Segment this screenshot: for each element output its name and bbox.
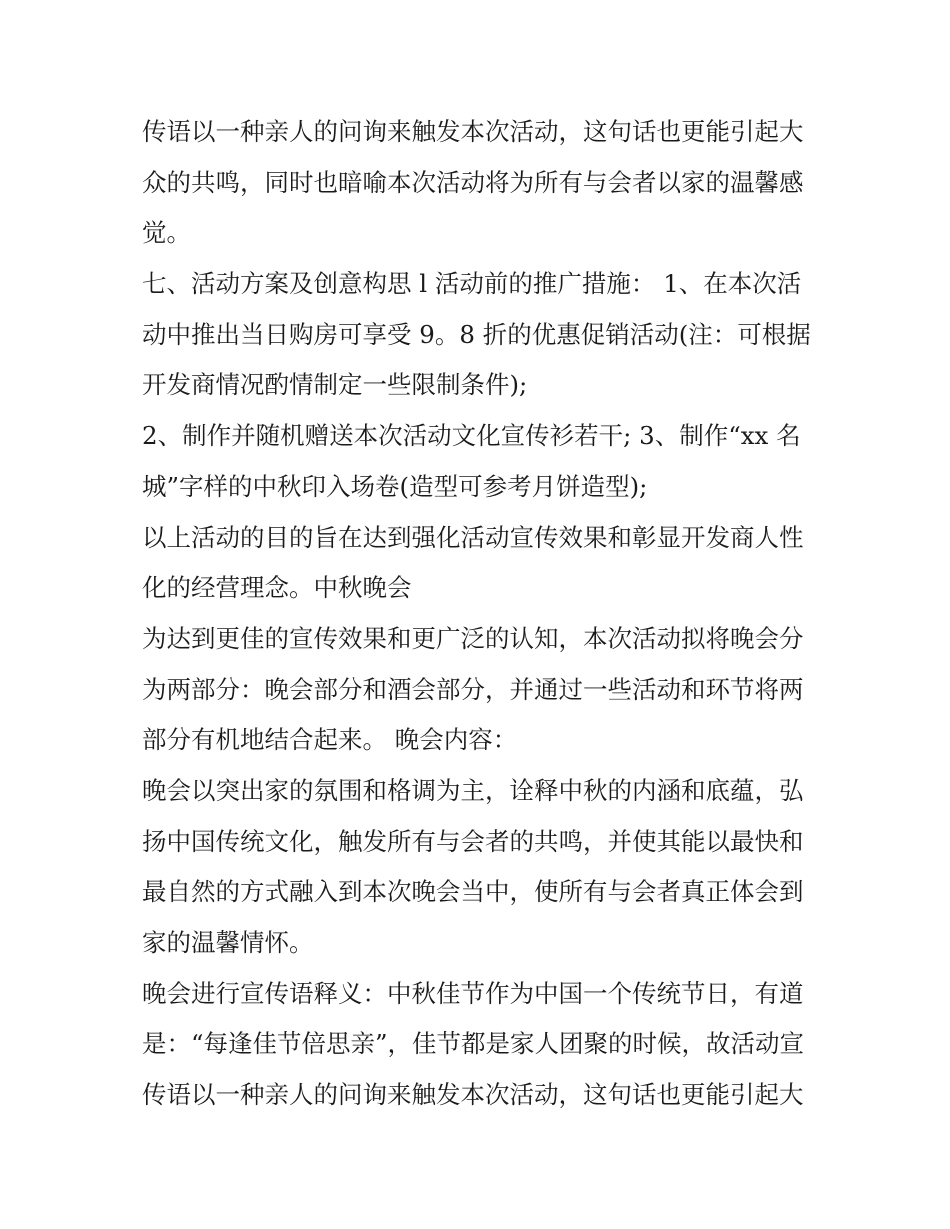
text-line: 动中推出当日购房可享受 9。8 折的优惠促销活动(注：可根据 xyxy=(142,319,811,349)
paragraph-continuation xyxy=(142,107,822,259)
text-line: 晚会进行宣传语释义：中秋佳节作为中国一个传统节日，有道 xyxy=(142,978,804,1008)
text-line: 为两部分：晚会部分和酒会部分，并通过一些活动和环节将两 xyxy=(142,674,804,704)
text-line: 晚会以突出家的氛围和格调为主，诠释中秋的内涵和底蕴，弘 xyxy=(142,775,804,805)
text-line: 传语以一种亲人的问询来触发本次活动，这句话也更能引起大 xyxy=(142,117,804,146)
paragraph-promo-items xyxy=(142,411,822,512)
text-line: 众的共鸣，同时也暗喻本次活动将为所有与会者以家的温馨感 xyxy=(142,167,804,197)
text-line: 觉。 xyxy=(142,218,191,248)
text-line: 家的温馨情怀。 xyxy=(142,928,314,957)
paragraph-section-seven xyxy=(142,259,822,411)
text-line: 城”字样的中秋印入场卷(造型可参考月饼造型); xyxy=(142,471,648,501)
text-line: 是：“每逢佳节倍思亲”，佳节都是家人团聚的时候，故活动宣 xyxy=(142,1029,805,1059)
paragraph-purpose xyxy=(142,513,822,614)
text-line: 以上活动的目的旨在达到强化活动宣传效果和彰显开发商人性 xyxy=(142,522,804,552)
text-line: 2、制作并随机赠送本次活动文化宣传衫若干; 3、制作“xx 名 xyxy=(142,421,801,451)
text-line: 扬中国传统文化，触发所有与会者的共鸣，并使其能以最快和 xyxy=(142,826,804,856)
text-line: 七、活动方案及创意构思 l 活动前的推广措施： 1、在本次活 xyxy=(142,269,802,299)
text-line: 化的经营理念。中秋晚会 xyxy=(142,573,412,603)
text-line: 部分有机地结合起来。 晚会内容： xyxy=(142,725,518,755)
text-line: 为达到更佳的宣传效果和更广泛的认知，本次活动拟将晚会分 xyxy=(142,623,804,653)
paragraph-gala-content xyxy=(142,766,822,969)
text-line: 最自然的方式融入到本次晚会当中，使所有与会者真正体会到 xyxy=(142,877,804,907)
paragraph-slogan-explanation xyxy=(142,969,822,1121)
paragraph-gala-structure xyxy=(142,614,822,766)
document-body xyxy=(142,107,822,1121)
text-line: 传语以一种亲人的问询来触发本次活动，这句话也更能引起大 xyxy=(142,1080,804,1110)
text-line: 开发商情况酌情制定一些限制条件); xyxy=(142,370,528,400)
